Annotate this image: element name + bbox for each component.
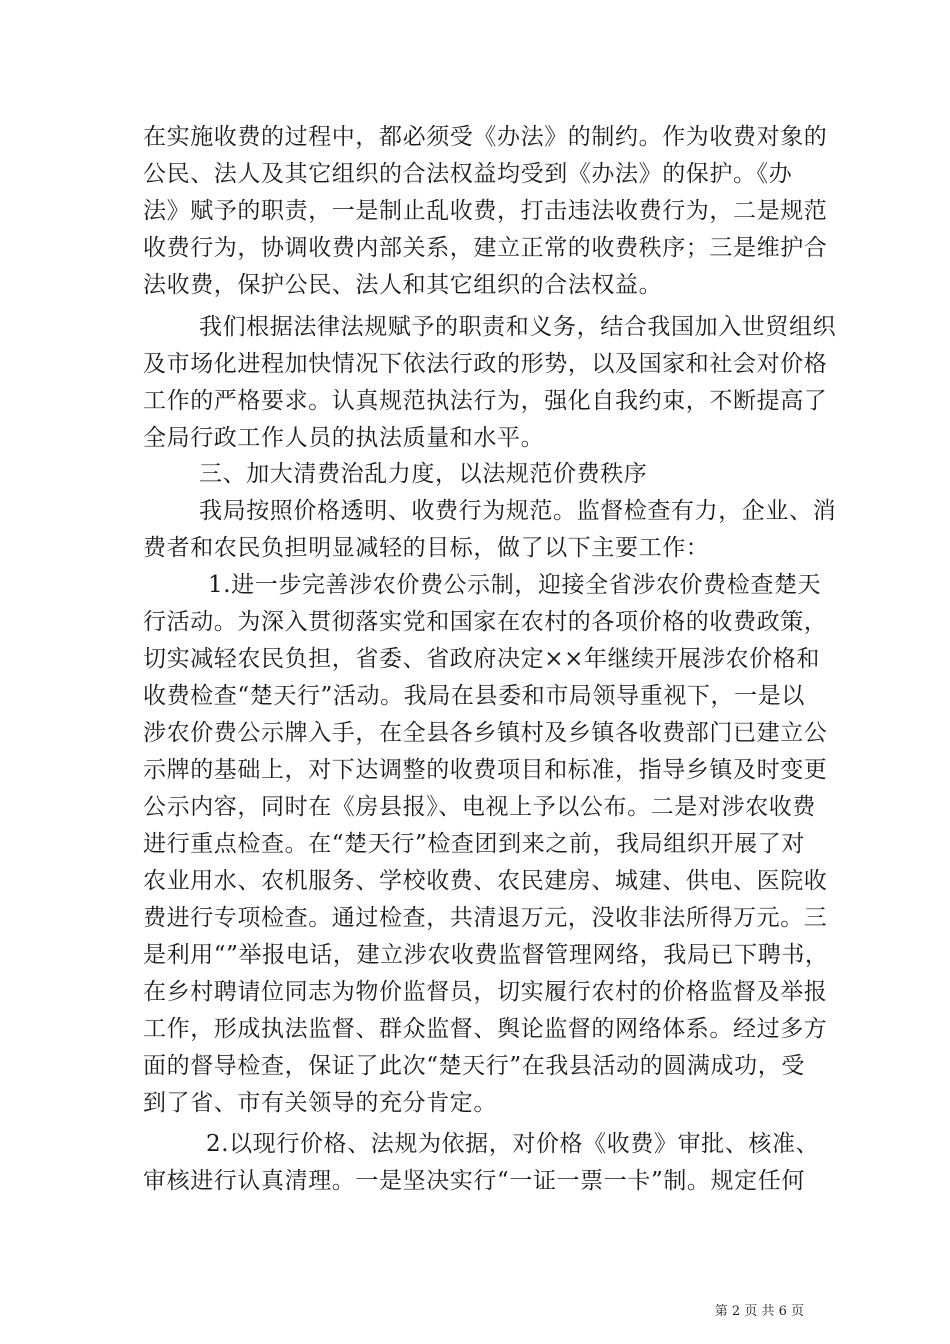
body-text-line: 涉农价费公示牌入手，在全县各乡镇村及乡镇各收费部门已建立公 <box>143 720 828 746</box>
body-text-line: 收费行为，协调收费内部关系，建立正常的收费秩序；三是维护合 <box>143 235 828 261</box>
body-text-line: 切实减轻农民负担，省委、省政府决定××年继续开展涉农价格和 <box>143 646 820 672</box>
body-text-line: 是利用“”举报电话，建立涉农收费监督管理网络，我局已下聘书， <box>143 942 829 968</box>
body-text-line: 面的督导检查，保证了此次“楚天行”在我县活动的圆满成功，受 <box>143 1053 805 1079</box>
body-text-line: 收费检查“楚天行”活动。我局在县委和市局领导重视下，一是以 <box>143 683 805 709</box>
body-text-line: 示牌的基础上，对下达调整的收费项目和标准，指导乡镇及时变更 <box>143 757 828 783</box>
list-item-first-line: 1.进一步完善涉农价费公示制，迎接全省涉农价费检查楚天 <box>208 572 822 598</box>
body-text-line: 工作的严格要求。认真规范执法行为，强化自我约束，不断提高了 <box>143 388 828 414</box>
body-text-line: 公民、法人及其它组织的合法权益均受到《办法》的保护。《办 <box>143 161 793 187</box>
body-text-line: 费进行专项检查。通过检查，共清退万元，没收非法所得万元。三 <box>143 905 828 931</box>
body-text-line: 及市场化进程加快情况下依法行政的形势，以及国家和社会对价格 <box>143 351 828 377</box>
body-text-line: 行活动。为深入贯彻落实党和国家在农村的各项价格的收费政策， <box>143 609 828 635</box>
body-text-line: 农业用水、农机服务、学校收费、农民建房、城建、供电、医院收 <box>143 868 828 894</box>
body-text-line: 进行重点检查。在“楚天行”检查团到来之前，我局组织开展了对 <box>143 831 805 857</box>
section-heading: 三、加大清费治乱力度，以法规范价费秩序 <box>199 461 648 487</box>
body-text-line: 费者和农民负担明显减轻的目标，做了以下主要工作： <box>143 535 710 561</box>
body-text-line: 在乡村聘请位同志为物价监督员，切实履行农村的价格监督及举报 <box>143 979 828 1005</box>
page-number-footer: 第 2 页 共 6 页 <box>714 1304 804 1319</box>
paragraph-first-line: 我们根据法律法规赋予的职责和义务，结合我国加入世贸组织 <box>199 314 837 340</box>
body-text-line: 法》赋予的职责，一是制止乱收费，打击违法收费行为，二是规范 <box>143 198 828 224</box>
list-item-first-line: 2.以现行价格、法规为依据，对价格《收费》审批、核准、 <box>206 1131 820 1157</box>
body-text-line: 审核进行认真清理。一是坚决实行“一证一票一卡”制。规定任何 <box>143 1168 805 1194</box>
body-text-line: 公示内容，同时在《房县报》、电视上予以公布。二是对涉农收费 <box>143 794 816 820</box>
body-text-line: 工作，形成执法监督、群众监督、舆论监督的网络体系。经过多方 <box>143 1016 828 1042</box>
body-text-line: 到了省、市有关领导的充分肯定。 <box>143 1090 497 1116</box>
body-text-line: 全局行政工作人员的执法质量和水平。 <box>143 425 545 451</box>
paragraph-first-line: 我局按照价格透明、收费行为规范。监督检查有力，企业、消 <box>199 498 837 524</box>
body-text-line: 在实施收费的过程中，都必须受《办法》的制约。作为收费对象的 <box>143 124 828 150</box>
body-text-line: 法收费，保护公民、法人和其它组织的合法权益。 <box>143 272 663 298</box>
